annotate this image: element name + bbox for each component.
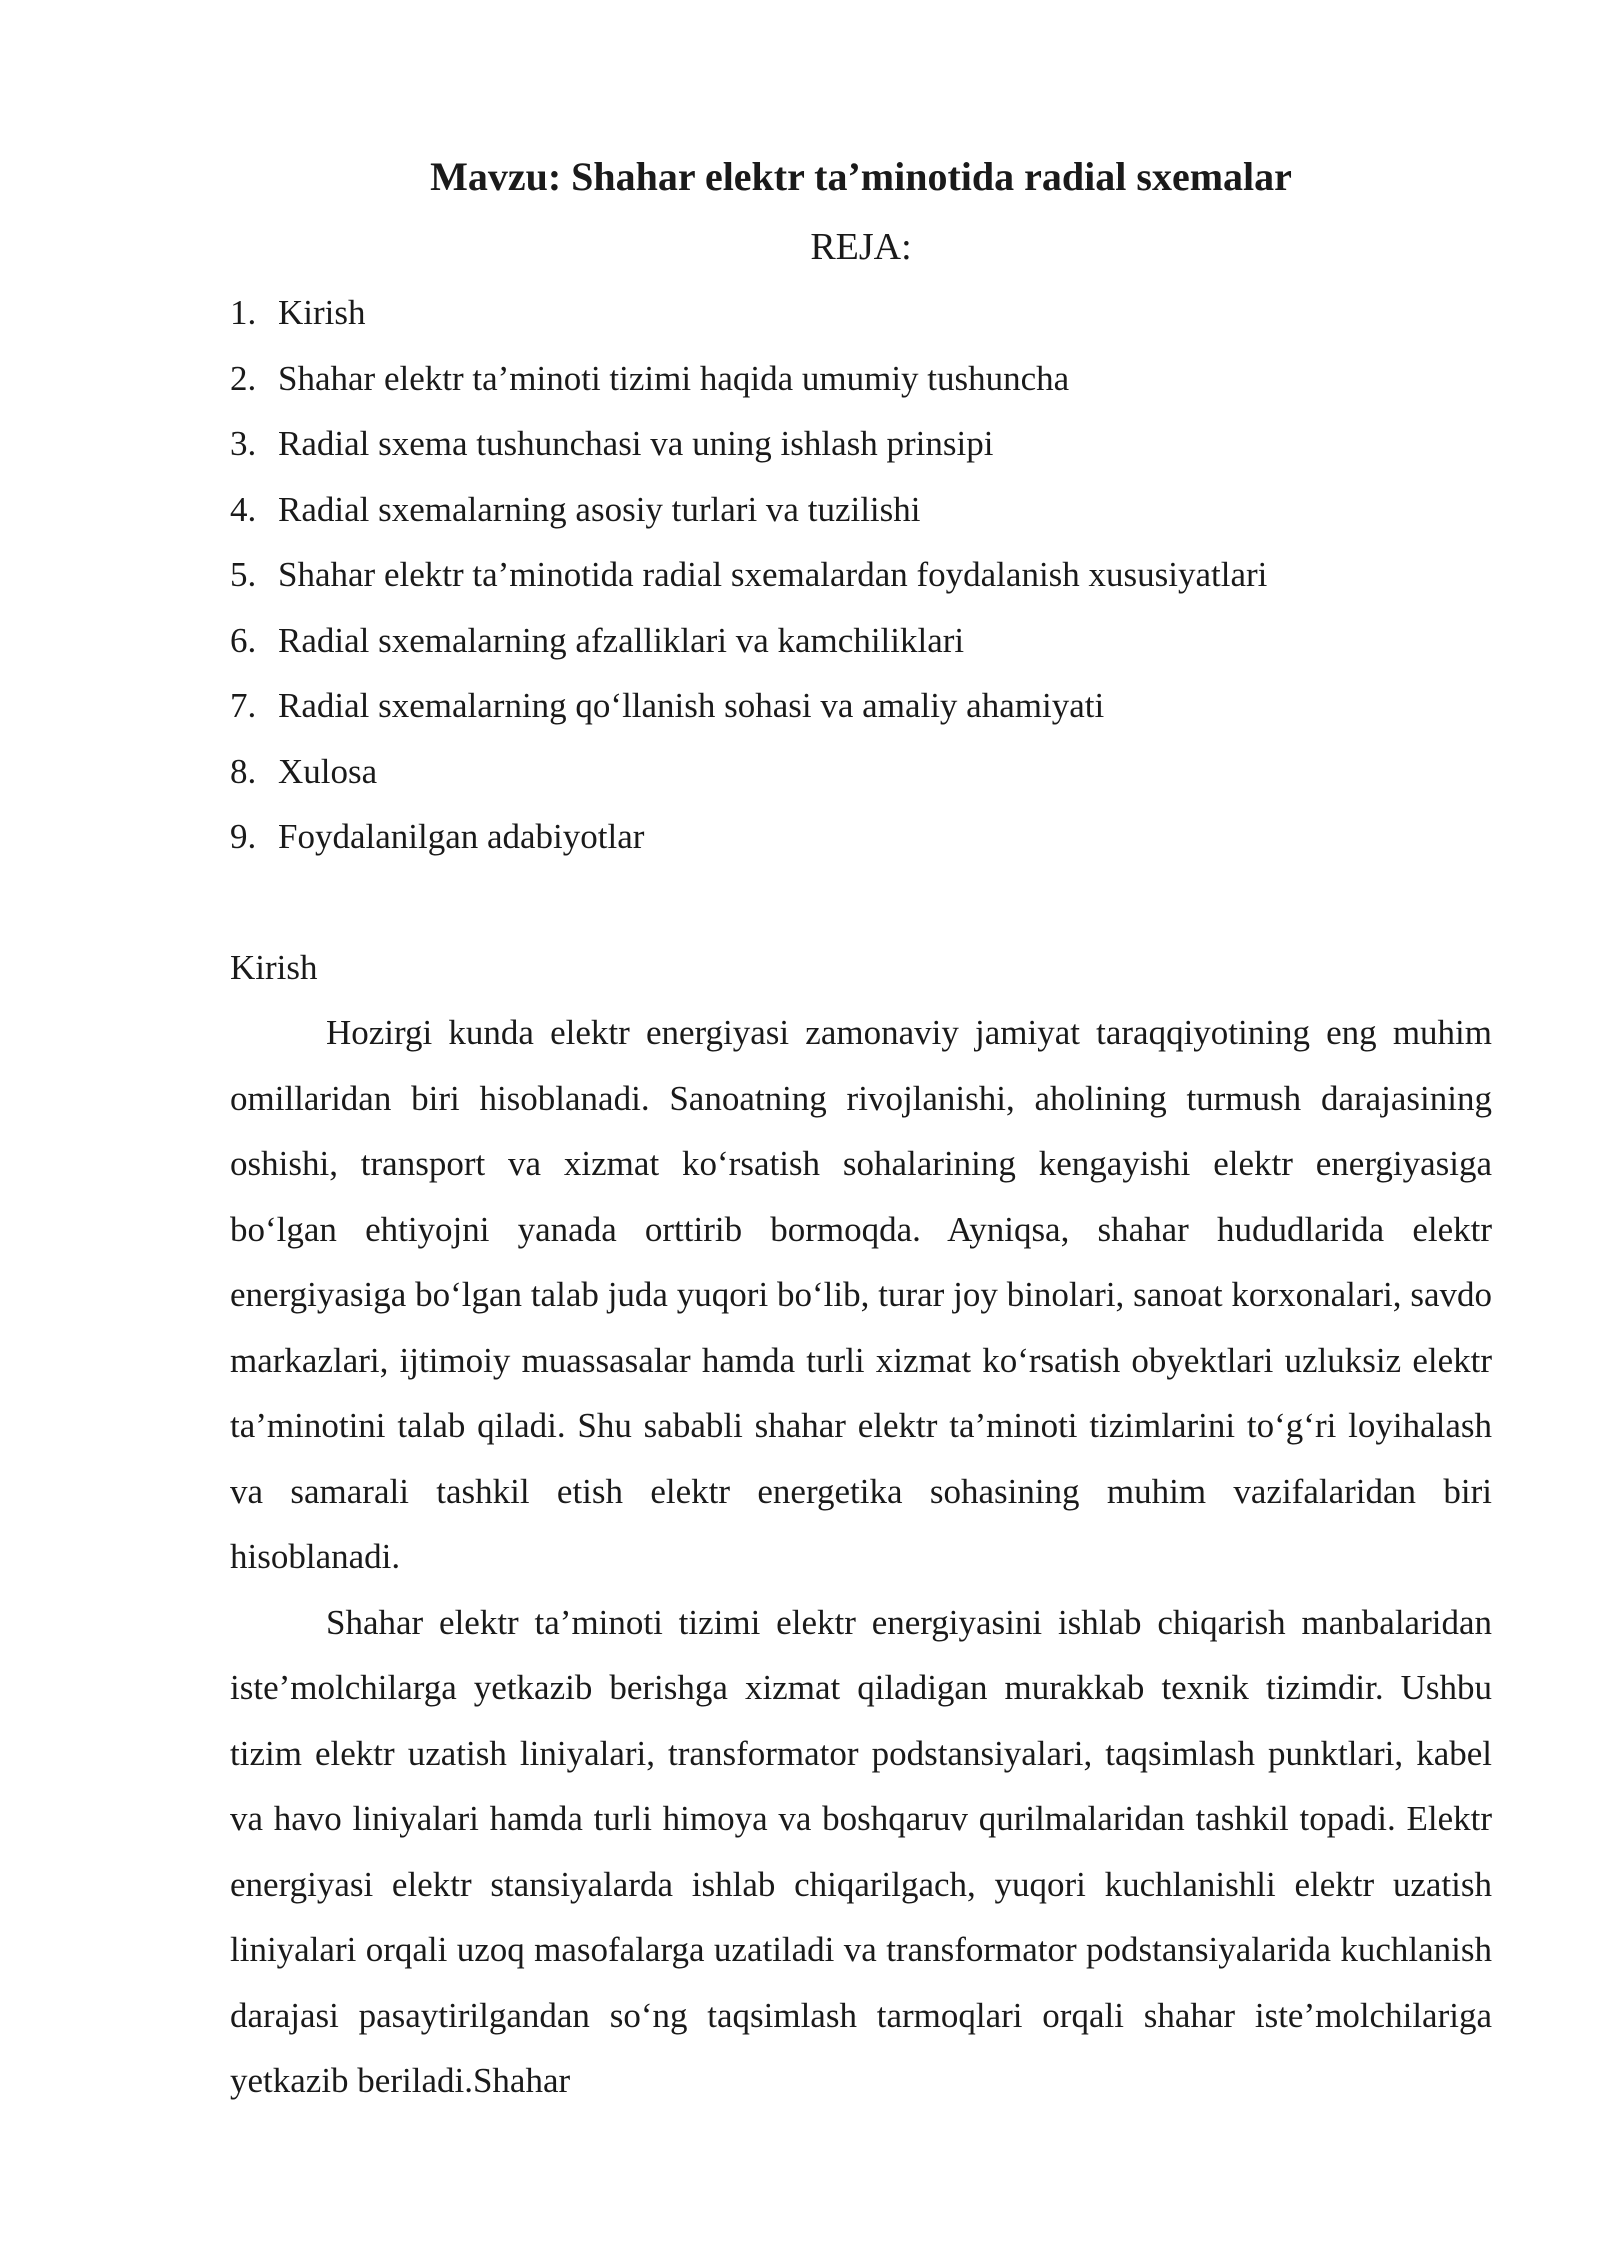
plan-item-text: Xulosa — [278, 751, 378, 791]
plan-item — [230, 477, 1492, 543]
plan-item-number: 4. — [230, 489, 257, 529]
plan-item-text: Radial sxemalarning afzalliklari va kamchiliklari — [278, 620, 965, 660]
plan-item — [230, 739, 1492, 805]
plan-item-text: Shahar elektr ta’minoti tizimi haqida umumiy tushuncha — [278, 358, 1070, 398]
section-heading-introduction: Kirish — [230, 947, 318, 987]
plan-item-number: 9. — [230, 817, 257, 856]
plan-item-text: Shahar elektr ta’minotida radial sxemalardan foydalanish xususiyatlari — [278, 555, 1268, 594]
plan-item-text: Radial sxemalarning asosiy turlari va tuzilishi — [278, 489, 921, 529]
plan-item-text: Foydalanilgan adabiyotlar — [278, 817, 645, 856]
plan-item-number: 6. — [230, 620, 257, 660]
plan-item — [230, 411, 1492, 477]
plan-item — [230, 280, 1492, 346]
plan-item-number: 1. — [230, 293, 257, 332]
body-paragraph: Shahar elektr ta’minoti tizimi elektr energiyasini ishlab chiqarish manbalaridan iste’molchilarga yetkazib berishga xizmat qiladigan murakkab texnik tizimdir. Ushbu tizim elektr uzatish liniyalari, transformator podstansiyalari, taqsimlash punktlari, kabel va havo liniyalari hamda turli himoya va boshqaruv qurilmalaridan tashkil topadi. Elektr energiyasi elektr stansiyalarda ishlab chiqarilgach, yuqori kuchlanishli elektr uzatish liniyalari orqali uzoq masofalarga uzatiladi va transformator podstansiyalarida kuchlanish darajasi pasaytirilgandan so‘ng taqsimlash tarmoqlari orqali shahar iste’molchilariga yetkazib beriladi.Shahar — [230, 1602, 1492, 2100]
document-page — [230, 150, 1492, 2114]
plan-item-number: 7. — [230, 686, 257, 725]
plan-item-number: 5. — [230, 555, 257, 594]
plan-item — [230, 542, 1492, 608]
plan-item — [230, 346, 1492, 412]
plan-item-text: Radial sxema tushunchasi va uning ishlash prinsipi — [278, 424, 994, 463]
plan-item — [230, 804, 1492, 870]
plan-list — [230, 280, 1492, 870]
plan-item-number: 2. — [230, 358, 257, 398]
plan-item-text: Radial sxemalarning qo‘llanish sohasi va amaliy ahamiyati — [278, 686, 1105, 725]
plan-item-number: 3. — [230, 424, 257, 463]
plan-item — [230, 608, 1492, 674]
plan-heading: REJA: — [810, 226, 912, 268]
document-title: Mavzu: Shahar elektr ta’minotida radial sxemalar — [430, 154, 1292, 199]
plan-item-text: Kirish — [278, 293, 366, 332]
plan-item — [230, 673, 1492, 739]
plan-item-number: 8. — [230, 751, 257, 791]
body-paragraph: Hozirgi kunda elektr energiyasi zamonaviy jamiyat taraqqiyotining eng muhim omillaridan biri hisoblanadi. Sanoatning rivojlanishi, aholining turmush darajasining oshishi, transport va xizmat ko‘rsatish sohalarining kengayishi elektr energiyasiga bo‘lgan ehtiyojni yanada orttirib bormoqda. Ayniqsa, shahar hududlarida elektr energiyasiga bo‘lgan talab juda yuqori bo‘lib, turar joy binolari, sanoat korxonalari, savdo markazlari, ijtimoiy muassasalar hamda turli xizmat ko‘rsatish obyektlari uzluksiz elektr ta’minotini talab qiladi. Shu sababli shahar elektr ta’minoti tizimlarini to‘g‘ri loyihalash va samarali tashkil etish elektr energetika sohasining muhim vazifalaridan biri hisoblanadi. — [230, 1013, 1492, 1576]
